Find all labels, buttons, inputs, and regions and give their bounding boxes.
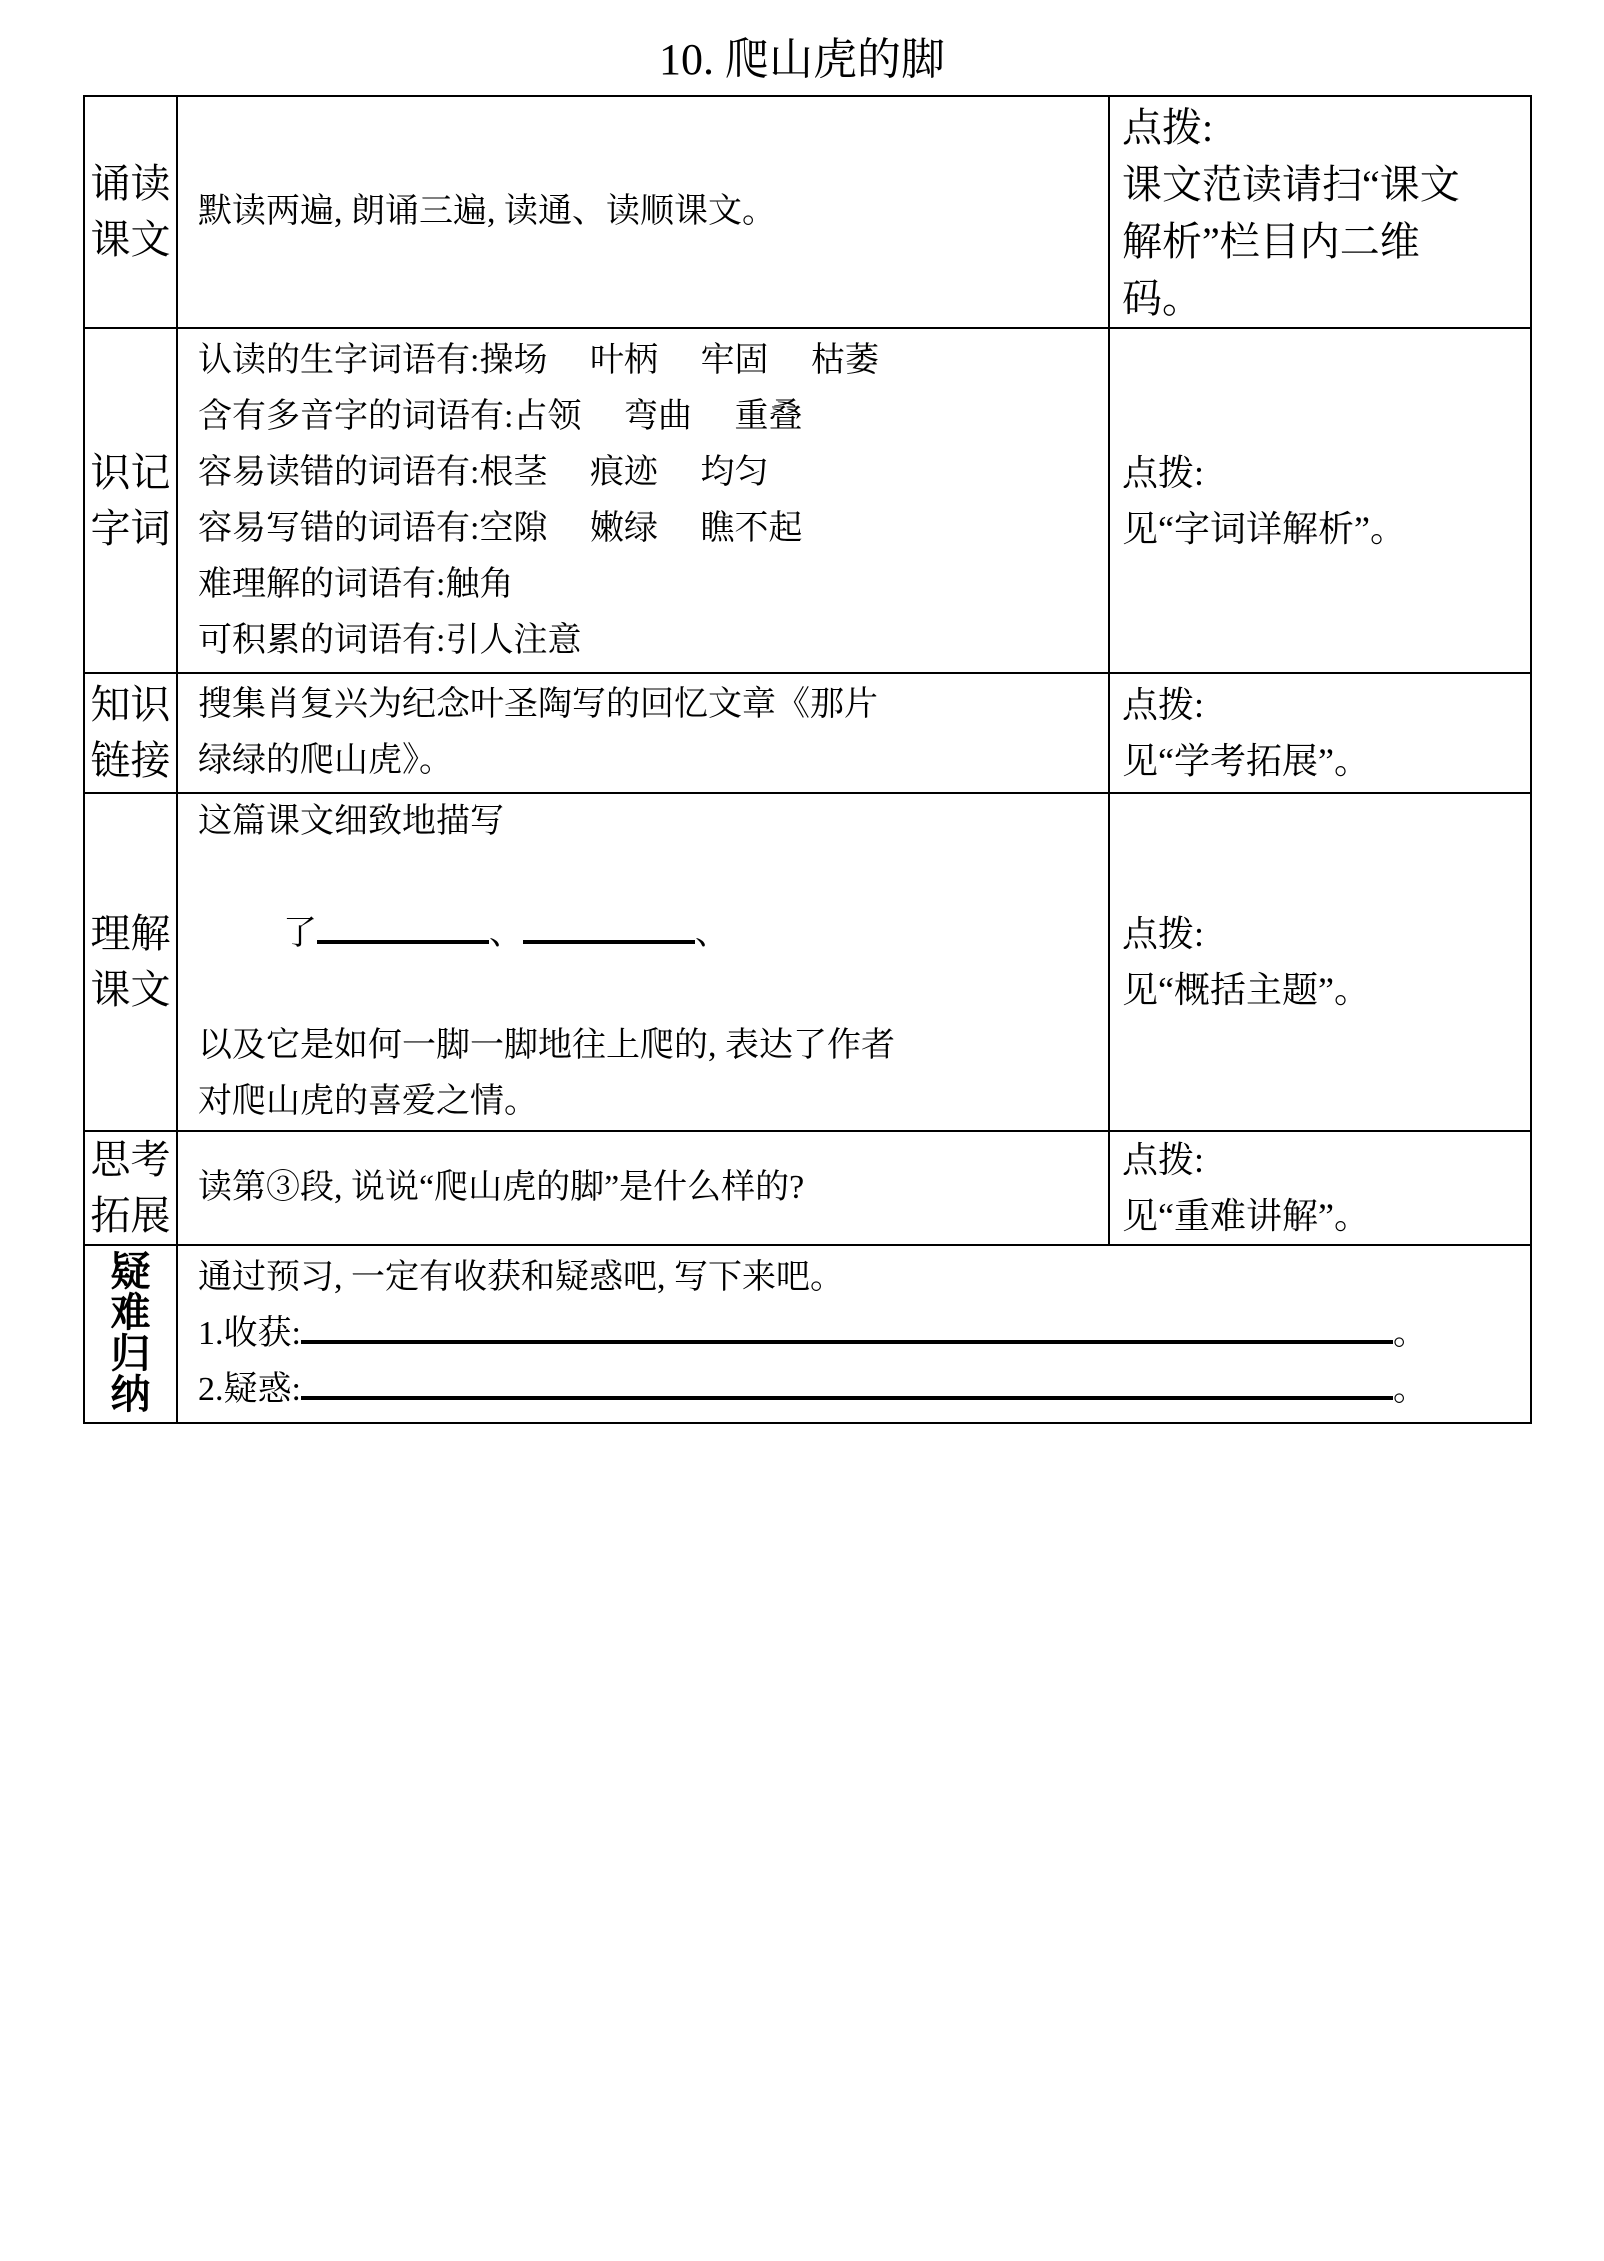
content-line: 通过预习, 一定有收获和疑惑吧, 写下来吧。 — [198, 1259, 844, 1296]
content-line-with-blanks — [198, 850, 1100, 1018]
content-line: 含有多音字的词语有:占领 弯曲 重叠 — [198, 397, 803, 435]
label-line: 课文 — [90, 967, 171, 1012]
label-line: 链接 — [90, 738, 171, 783]
label-line: 诵读 — [90, 161, 171, 206]
content-cell-read-aloud — [177, 96, 1109, 328]
pointer-line: 点拨: — [1122, 105, 1214, 150]
fill-in-blank — [317, 940, 489, 944]
label-line: 疑 — [110, 1250, 151, 1294]
label-line: 拓展 — [90, 1193, 171, 1238]
content-line: 对爬山虎的喜爱之情。 — [198, 1083, 538, 1120]
table-row-questions — [84, 1245, 1531, 1423]
pointer-line: 解析”栏目内二维 — [1122, 219, 1420, 264]
content-line: 以及它是如何一脚一脚地往上爬的, 表达了作者 — [198, 1027, 895, 1064]
pointer-cell-read-aloud — [1109, 96, 1531, 328]
row-label-questions — [84, 1245, 177, 1423]
content-line: 难理解的词语有:触角 — [198, 565, 514, 603]
content-line: 这篇课文细致地描写 — [198, 803, 504, 840]
pointer-cell-knowledge — [1109, 673, 1531, 793]
lesson-preview-table — [83, 95, 1532, 1424]
pointer-line: 见“字词详解析”。 — [1122, 508, 1406, 549]
pointer-cell-think — [1109, 1131, 1531, 1245]
content-line: 默读两遍, 朗诵三遍, 读通、读顺课文。 — [198, 193, 776, 230]
label-line: 思考 — [90, 1137, 171, 1182]
table-row-knowledge — [84, 673, 1531, 793]
label-line: 识记 — [90, 449, 171, 495]
label-line: 归 — [110, 1332, 151, 1376]
fill-in-blank — [301, 1396, 1393, 1400]
blank-separator: 、 — [489, 915, 523, 952]
pointer-line: 点拨: — [1122, 452, 1205, 493]
pointer-cell-comprehend — [1109, 793, 1531, 1131]
pointer-line: 见“学考拓展”。 — [1122, 741, 1370, 781]
content-line: 容易读错的词语有:根茎 痕迹 均匀 — [198, 453, 769, 491]
blank-separator: 、 — [695, 915, 729, 952]
content-cell-words — [177, 328, 1109, 673]
pointer-line: 点拨: — [1122, 1140, 1205, 1180]
content-line: 认读的生字词语有:操场 叶柄 牢固 枯萎 — [198, 341, 879, 379]
label-line: 课文 — [90, 217, 171, 262]
table-row-think — [84, 1131, 1531, 1245]
page-title: 10. 爬山虎的脚 — [659, 35, 945, 84]
pointer-line: 点拨: — [1122, 685, 1205, 725]
row-label-knowledge — [84, 673, 177, 793]
harvest-line — [198, 1306, 1522, 1362]
row-label-read-aloud — [84, 96, 177, 328]
row-label-comprehend — [84, 793, 177, 1131]
pointer-cell-words — [1109, 328, 1531, 673]
pointer-line: 点拨: — [1122, 914, 1205, 954]
content-line: 搜集肖复兴为纪念叶圣陶写的回忆文章《那片 — [198, 686, 878, 723]
pointer-line: 课文范读请扫“课文 — [1122, 162, 1460, 207]
content-cell-questions — [177, 1245, 1531, 1423]
doubt-label: 2.疑惑: — [198, 1371, 301, 1408]
doubt-line — [198, 1362, 1522, 1418]
row-label-words — [84, 328, 177, 673]
content-line: 容易写错的词语有:空隙 嫩绿 瞧不起 — [198, 509, 803, 547]
table-row-words — [84, 328, 1531, 673]
pointer-line: 见“重难讲解”。 — [1122, 1196, 1370, 1236]
content-cell-knowledge — [177, 673, 1109, 793]
row-label-think — [84, 1131, 177, 1245]
content-line: 绿绿的爬山虎》。 — [198, 742, 453, 779]
content-cell-think — [177, 1131, 1109, 1245]
blank-prefix: 了 — [283, 915, 317, 952]
line-end-period: 。 — [1393, 1371, 1427, 1408]
content-line: 可积累的词语有:引人注意 — [198, 621, 582, 659]
pointer-line: 见“概括主题”。 — [1122, 970, 1370, 1010]
table-row-read-aloud — [84, 96, 1531, 328]
line-end-period: 。 — [1393, 1315, 1427, 1352]
table-row-comprehend — [84, 793, 1531, 1131]
fill-in-blank — [301, 1340, 1393, 1344]
label-line: 难 — [110, 1291, 151, 1335]
content-cell-comprehend — [177, 793, 1109, 1131]
label-line: 理解 — [90, 911, 171, 956]
label-line: 字词 — [90, 505, 171, 551]
label-line: 知识 — [90, 682, 171, 727]
fill-in-blank — [523, 940, 695, 944]
harvest-label: 1.收获: — [198, 1315, 301, 1352]
pointer-line: 码。 — [1122, 276, 1202, 321]
label-line: 纳 — [110, 1373, 151, 1417]
content-line: 读第③段, 说说“爬山虎的脚”是什么样的? — [198, 1169, 805, 1206]
